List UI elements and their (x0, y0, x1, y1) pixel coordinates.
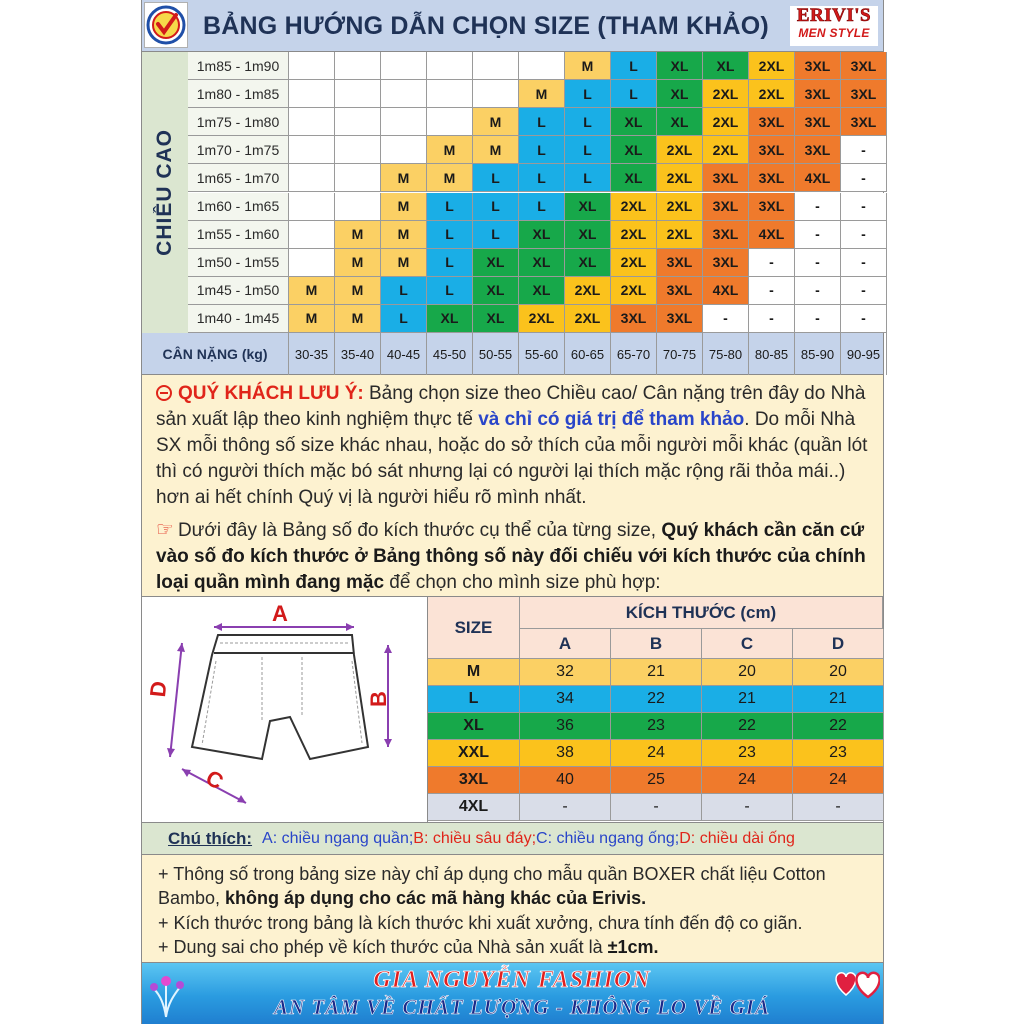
size-cell (427, 80, 473, 108)
dimension-size-cell: 3XL (428, 767, 520, 794)
weight-range-cell: 65-70 (611, 333, 657, 375)
size-cell: 3XL (611, 305, 657, 333)
weight-range-cell: 30-35 (289, 333, 335, 375)
boxer-diagram (142, 597, 428, 822)
dimension-value-cell: 22 (702, 713, 793, 740)
size-cell (381, 108, 427, 136)
height-axis-label (142, 52, 188, 333)
size-cell: M (473, 108, 519, 136)
instruction-text-2: để chọn cho mình size phù hợp: (384, 572, 661, 593)
dimension-value-cell: 24 (611, 740, 702, 767)
legend-c: C: chiều ngang ống; (536, 829, 680, 847)
dimension-value-cell: 34 (520, 686, 611, 713)
size-cell: XL (657, 80, 703, 108)
height-range-cell: 1m75 - 1m80 (188, 108, 289, 136)
footnote-3-text: + Dung sai cho phép về kích thước của Nhà sản xuất là (158, 937, 608, 957)
height-axis-text: CHIỀU CAO (153, 129, 176, 256)
size-cell (519, 52, 565, 80)
size-cell: M (427, 136, 473, 164)
size-cell: L (519, 164, 565, 192)
size-cell: M (335, 277, 381, 305)
size-cell (289, 136, 335, 164)
dimension-value-cell: 32 (520, 659, 611, 686)
dimension-size-cell: XL (428, 713, 520, 740)
legend-b: B: chiều sâu đáy; (413, 829, 537, 847)
dimension-value-cell: 23 (793, 740, 884, 767)
dimension-value-cell: 25 (611, 767, 702, 794)
label-d: D (145, 679, 172, 699)
size-cell: 2XL (611, 249, 657, 277)
boxer-shorts-icon (142, 597, 427, 822)
dimension-value-cell: 38 (520, 740, 611, 767)
size-cell: XL (519, 221, 565, 249)
size-cell (335, 136, 381, 164)
size-cell: XL (519, 249, 565, 277)
height-range-cell: 1m60 - 1m65 (188, 193, 289, 221)
notice-paragraph (156, 381, 872, 511)
size-cell: XL (519, 277, 565, 305)
size-cell: XL (657, 108, 703, 136)
dimension-value-cell: 36 (520, 713, 611, 740)
dimension-column-header: B (611, 629, 702, 659)
size-cell: 3XL (703, 164, 749, 192)
size-cell: L (565, 80, 611, 108)
legend-row (142, 822, 883, 855)
size-cell: L (611, 52, 657, 80)
dimension-value-cell: 22 (793, 713, 884, 740)
size-cell: 3XL (841, 52, 887, 80)
dimension-value-cell: - (702, 794, 793, 821)
footnote-2: + Kích thước trong bảng là kích thước khi xuất xưởng, chưa tính đến độ co giãn. (158, 913, 803, 933)
size-guide-sheet (141, 0, 884, 1024)
size-cell: L (427, 193, 473, 221)
size-cell: 2XL (749, 52, 795, 80)
height-range-cell: 1m45 - 1m50 (188, 277, 289, 305)
size-cell: XL (703, 52, 749, 80)
size-cell: 4XL (703, 277, 749, 305)
shop-slogan: AN TÂM VỀ CHẤT LƯỢNG - KHÔNG LO VỀ GIÁ (274, 995, 770, 1019)
size-cell (335, 108, 381, 136)
height-range-cell: 1m40 - 1m45 (188, 305, 289, 333)
size-cell: XL (473, 249, 519, 277)
size-cell: 3XL (749, 164, 795, 192)
weight-range-cell: 60-65 (565, 333, 611, 375)
size-cell (289, 164, 335, 192)
weight-range-cell: 40-45 (381, 333, 427, 375)
size-cell: - (795, 249, 841, 277)
size-cell: L (381, 277, 427, 305)
dimension-size-cell: XXL (428, 740, 520, 767)
size-cell: L (565, 108, 611, 136)
brand-logo (790, 6, 878, 46)
size-cell: 2XL (565, 277, 611, 305)
size-cell: 3XL (657, 249, 703, 277)
pointing-hand-icon: ☞ (156, 519, 174, 541)
weight-range-cell: 50-55 (473, 333, 519, 375)
dimension-size-cell: M (428, 659, 520, 686)
height-range-cell: 1m80 - 1m85 (188, 80, 289, 108)
size-cell: - (749, 277, 795, 305)
size-cell (289, 52, 335, 80)
label-a: A (272, 601, 288, 626)
size-cell (381, 80, 427, 108)
dimension-group-header: KÍCH THƯỚC (cm) (520, 597, 883, 629)
size-cell: 3XL (703, 221, 749, 249)
size-cell: - (841, 249, 887, 277)
size-cell (289, 221, 335, 249)
size-cell: XL (611, 136, 657, 164)
size-cell (289, 193, 335, 221)
instruction-text-1: Dưới đây là Bảng số đo kích thước cụ thể của từng size, (177, 520, 662, 541)
size-cell (335, 164, 381, 192)
size-cell: 3XL (795, 52, 841, 80)
size-cell: L (427, 277, 473, 305)
weight-range-cell: 45-50 (427, 333, 473, 375)
height-range-cell: 1m50 - 1m55 (188, 249, 289, 277)
size-cell: L (473, 164, 519, 192)
quality-seal-icon (144, 2, 188, 48)
dimension-size-cell: 4XL (428, 794, 520, 821)
size-cell: M (427, 164, 473, 192)
page-title: BẢNG HƯỚNG DẪN CHỌN SIZE (THAM KHẢO) (203, 11, 769, 40)
brand-tagline: MEN STYLE (798, 26, 870, 40)
size-cell: M (381, 193, 427, 221)
size-cell: XL (611, 164, 657, 192)
dimension-value-cell: 21 (611, 659, 702, 686)
footnote-1-bold: không áp dụng cho các mã hàng khác của Erivis. (225, 888, 647, 908)
notice-title: QUÝ KHÁCH LƯU Ý: (178, 383, 364, 404)
size-cell: L (565, 164, 611, 192)
size-cell (427, 108, 473, 136)
size-cell: 2XL (703, 136, 749, 164)
size-cell: XL (473, 305, 519, 333)
size-cell: 3XL (795, 136, 841, 164)
dimension-value-cell: 24 (793, 767, 884, 794)
dimension-value-cell: 22 (611, 686, 702, 713)
size-cell: 3XL (795, 80, 841, 108)
weight-range-cell: 85-90 (795, 333, 841, 375)
size-cell: M (565, 52, 611, 80)
weight-range-cell: 55-60 (519, 333, 565, 375)
dimension-value-cell: 23 (702, 740, 793, 767)
height-range-cell: 1m70 - 1m75 (188, 136, 289, 164)
size-cell: M (289, 305, 335, 333)
dimension-size-cell: L (428, 686, 520, 713)
dimension-column-header: C (702, 629, 793, 659)
label-c: C (201, 764, 228, 795)
size-cell: 3XL (657, 277, 703, 305)
size-cell: M (473, 136, 519, 164)
size-cell: 2XL (611, 193, 657, 221)
size-cell: 2XL (657, 136, 703, 164)
size-cell: - (795, 305, 841, 333)
size-cell: XL (473, 277, 519, 305)
size-cell (427, 52, 473, 80)
footnote-3 (158, 935, 874, 959)
size-cell: 3XL (749, 108, 795, 136)
dimension-value-cell: 24 (702, 767, 793, 794)
size-cell: M (335, 305, 381, 333)
size-cell: 3XL (703, 193, 749, 221)
size-cell (473, 52, 519, 80)
brand-name: ERIVI'S (796, 5, 872, 26)
size-cell: 3XL (749, 136, 795, 164)
size-cell: M (381, 221, 427, 249)
size-cell: - (795, 277, 841, 305)
flower-icon (146, 969, 186, 1019)
size-cell: 2XL (611, 277, 657, 305)
size-cell: - (749, 249, 795, 277)
size-cell: - (841, 193, 887, 221)
size-cell: L (427, 249, 473, 277)
legend-a: A: chiều ngang quần; (262, 829, 414, 847)
weight-range-cell: 80-85 (749, 333, 795, 375)
weight-row (142, 333, 883, 375)
size-cell: L (381, 305, 427, 333)
weight-axis-label: CÂN NẶNG (kg) (142, 333, 289, 375)
size-cell: L (519, 108, 565, 136)
weight-range-cell: 70-75 (657, 333, 703, 375)
size-cell: - (703, 305, 749, 333)
instruction-bold: Quý khách cần căn cứ vào số đo kích thước ở Bảng thông số này đối chiếu với kích thước của chính loại quần mình đang mặc (156, 520, 866, 593)
size-cell: 2XL (657, 164, 703, 192)
dimension-column-header: A (520, 629, 611, 659)
legend-d: D: chiều dài ống (679, 829, 795, 847)
size-cell: M (381, 164, 427, 192)
size-cell: L (427, 221, 473, 249)
weight-range-cell: 75-80 (703, 333, 749, 375)
size-cell: L (519, 193, 565, 221)
dimension-value-cell: - (611, 794, 702, 821)
notice-text-2: . Do mỗi Nhà SX mỗi thông số size khác nhau, hoặc do sở thích của mỗi người mỗi khác (quần lót thì có người thích mặc bó sát nhưng lại có người lại thích mặc rộng rãi thỏa mái..) hơn ai hết chính Quý vị là người hiểu rõ mình nhất. (156, 409, 868, 508)
size-cell (289, 108, 335, 136)
size-cell (473, 80, 519, 108)
size-cell: - (841, 136, 887, 164)
dimension-value-cell: 20 (793, 659, 884, 686)
size-cell: 2XL (565, 305, 611, 333)
shop-name: GIA NGUYỄN FASHION (373, 967, 651, 993)
size-cell: M (381, 249, 427, 277)
dimension-value-cell: 20 (702, 659, 793, 686)
size-cell: 3XL (749, 193, 795, 221)
size-cell (335, 80, 381, 108)
notice-text-1: Bảng chọn size theo Chiều cao/ Cân nặng trên đây do Nhà sản xuất lập theo kinh nghiệm thực tế (156, 383, 866, 430)
header-bar (142, 0, 883, 52)
footnotes-block (142, 855, 883, 963)
size-cell: 2XL (703, 108, 749, 136)
size-cell: 3XL (841, 80, 887, 108)
size-cell: 4XL (749, 221, 795, 249)
minus-circle-icon (156, 385, 172, 401)
footnote-1 (158, 862, 874, 910)
size-cell: 2XL (657, 193, 703, 221)
size-cell: L (519, 136, 565, 164)
size-cell: XL (427, 305, 473, 333)
size-cell: 4XL (795, 164, 841, 192)
size-cell: 2XL (611, 221, 657, 249)
size-cell: L (473, 221, 519, 249)
size-cell: - (749, 305, 795, 333)
size-cell: 3XL (795, 108, 841, 136)
size-cell: M (335, 249, 381, 277)
size-cell: XL (565, 221, 611, 249)
size-cell: - (841, 277, 887, 305)
size-cell (335, 193, 381, 221)
size-cell: - (841, 305, 887, 333)
height-range-cell: 1m55 - 1m60 (188, 221, 289, 249)
size-cell: 2XL (657, 221, 703, 249)
dimension-value-cell: - (793, 794, 884, 821)
dimension-value-cell: 21 (702, 686, 793, 713)
size-cell: M (289, 277, 335, 305)
size-cell: M (335, 221, 381, 249)
size-cell: - (841, 164, 887, 192)
notice-block (142, 375, 883, 597)
size-cell: - (841, 221, 887, 249)
dimension-column-header: D (793, 629, 884, 659)
size-cell: L (473, 193, 519, 221)
size-cell (381, 52, 427, 80)
size-header: SIZE (428, 597, 520, 659)
footnote-1-text: + Thông số trong bảng size này chỉ áp dụng cho mẫu quần BOXER chất liệu Cotton Bambo, (158, 864, 826, 908)
size-cell: - (795, 221, 841, 249)
height-range-cell: 1m85 - 1m90 (188, 52, 289, 80)
size-cell (381, 136, 427, 164)
footnote-3-bold: ±1cm. (607, 937, 659, 957)
size-cell: - (795, 193, 841, 221)
size-cell (289, 249, 335, 277)
size-cell: 2XL (519, 305, 565, 333)
dimension-value-cell: 21 (793, 686, 884, 713)
size-cell (335, 52, 381, 80)
weight-range-cell: 35-40 (335, 333, 381, 375)
instruction-paragraph (156, 517, 872, 596)
dimension-value-cell: 23 (611, 713, 702, 740)
size-cell: 2XL (749, 80, 795, 108)
legend-title: Chú thích: (168, 828, 253, 848)
size-cell (289, 80, 335, 108)
size-cell: XL (565, 193, 611, 221)
size-cell: L (611, 80, 657, 108)
weight-range-cell: 90-95 (841, 333, 887, 375)
size-cell: 3XL (657, 305, 703, 333)
size-cell: M (519, 80, 565, 108)
hearts-icon (832, 967, 880, 999)
size-cell: 3XL (703, 249, 749, 277)
size-cell: XL (657, 52, 703, 80)
label-b: B (366, 691, 391, 707)
size-cell: 3XL (841, 108, 887, 136)
height-range-cell: 1m65 - 1m70 (188, 164, 289, 192)
size-cell: XL (611, 108, 657, 136)
size-cell: XL (565, 249, 611, 277)
size-cell: 2XL (703, 80, 749, 108)
shop-banner (142, 963, 883, 1024)
dimension-value-cell: - (520, 794, 611, 821)
size-cell: L (565, 136, 611, 164)
notice-highlight: và chỉ có giá trị để tham khảo (478, 409, 745, 430)
dimension-value-cell: 40 (520, 767, 611, 794)
